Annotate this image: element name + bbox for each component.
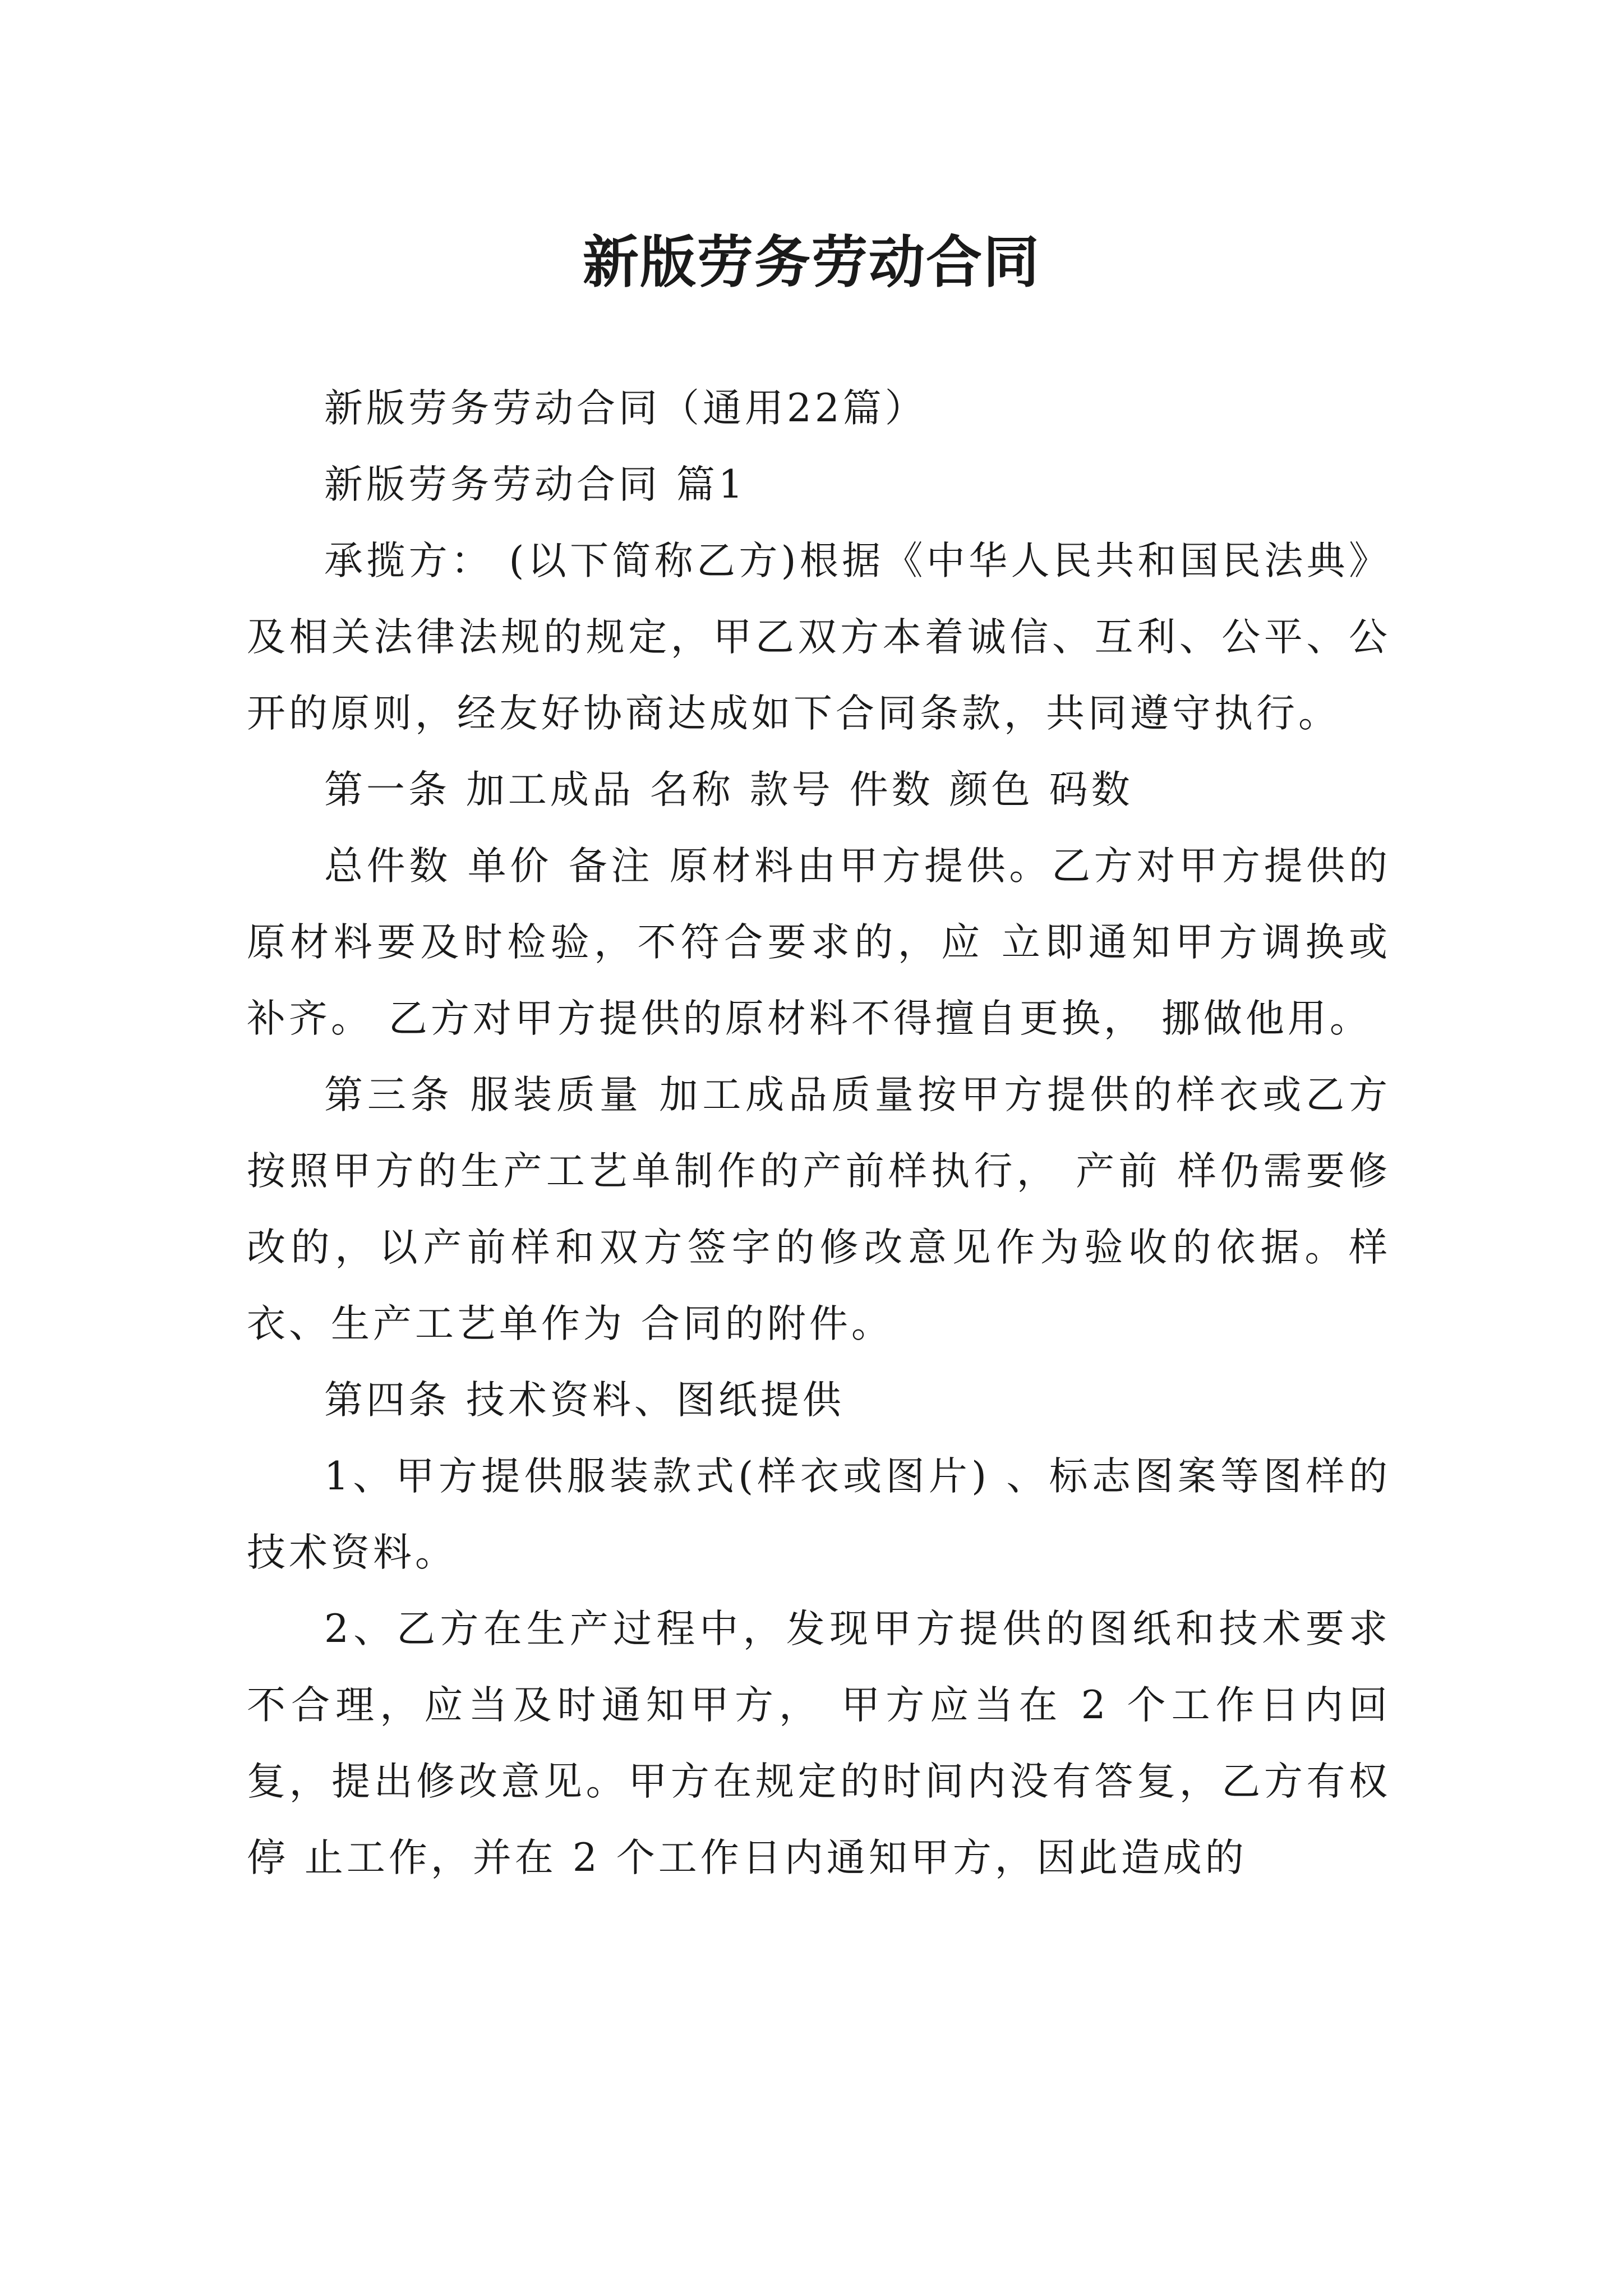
paragraph: 第四条 技术资料、图纸提供	[324, 1378, 845, 1423]
paragraph: 总件数 单价 备注 原材料由甲方提供。乙方对甲方提供的原材料要及时检验，不符合要求的，应 立即通知甲方调换或补齐。 乙方对甲方提供的原材料不得擅自更换， 挪做他用。	[247, 844, 1391, 1041]
paragraph: 第一条 加工成品 名称 款号 件数 颜色 码数	[324, 767, 1133, 812]
paragraph: 1、甲方提供服装款式(样衣或图片) 、标志图案等图样的技术资料。	[247, 1454, 1391, 1575]
document-subtitle: 新版劳务劳动合同（通用22篇）	[324, 386, 927, 431]
document-title: 新版劳务劳动合同	[583, 229, 1040, 295]
paragraph: 承揽方： (以下简称乙方)根据《中华人民共和国民法典》及相关法律法规的规定，甲乙双方本着诚信、互利、公平、公开的原则，经友好协商达成如下合同条款，共同遵守执行。	[247, 539, 1391, 736]
document-body	[247, 370, 1391, 1896]
section-heading: 新版劳务劳动合同 篇1	[324, 462, 746, 507]
paragraph: 2、乙方在生产过程中，发现甲方提供的图纸和技术要求不合理，应当及时通知甲方， 甲方应当在 2 个工作日内回复，提出修改意见。甲方在规定的时间内没有答复，乙方有权停 止工作，并在 2 个工作日内通知甲方，因此造成的	[247, 1607, 1391, 1880]
paragraph: 第三条 服装质量 加工成品质量按甲方提供的样衣或乙方按照甲方的生产工艺单制作的产前样执行， 产前 样仍需要修改的，以产前样和双方签字的修改意见作为验收的依据。样衣、生产工艺单作为 合同的附件。	[247, 1073, 1391, 1346]
